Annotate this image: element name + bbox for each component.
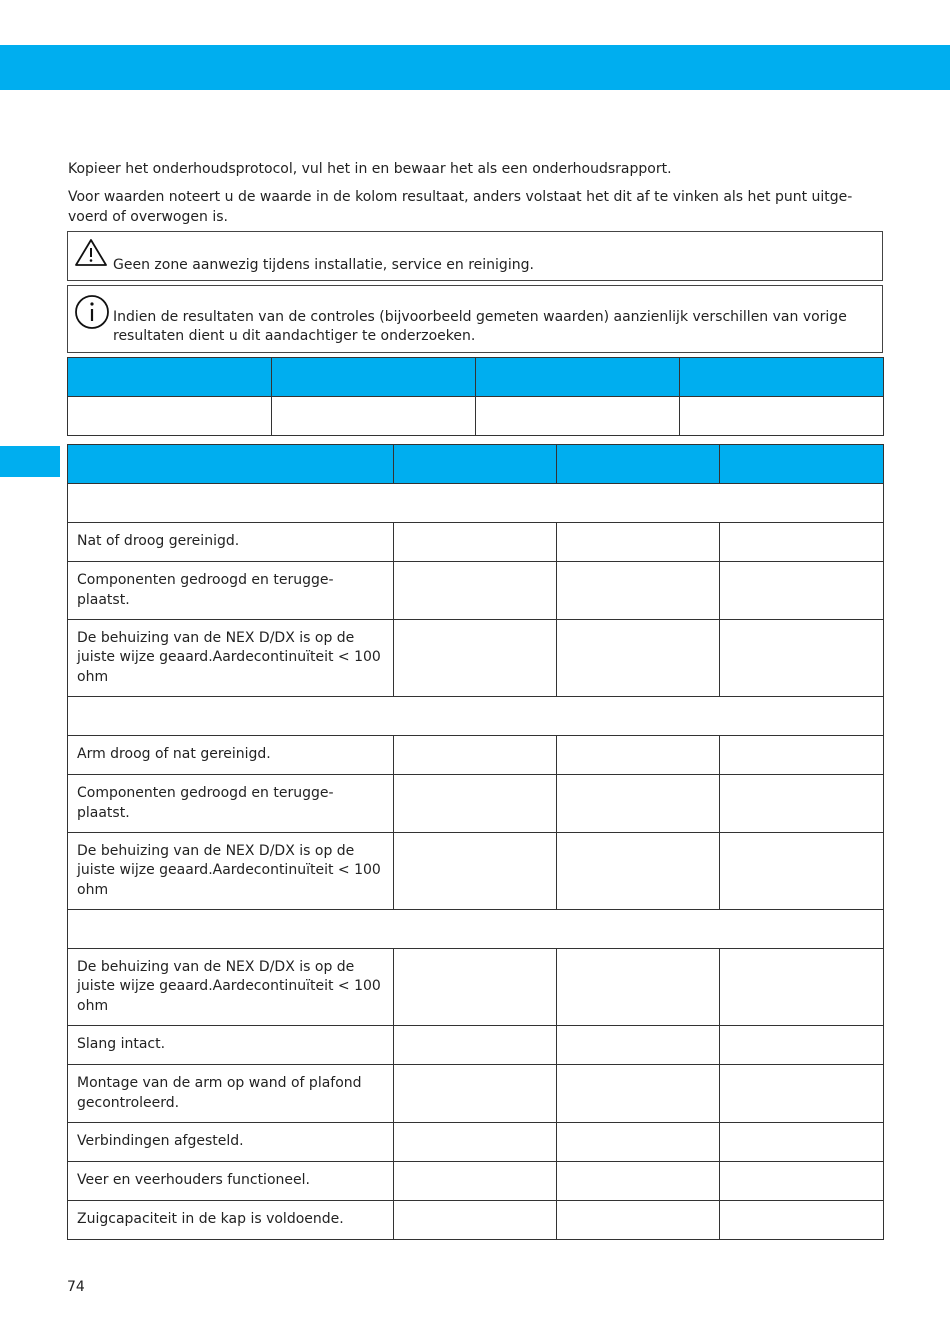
result-cell[interactable]: [720, 949, 884, 1026]
result-cell[interactable]: [720, 775, 884, 833]
result-cell[interactable]: [394, 1026, 557, 1065]
section-cell: [68, 484, 884, 523]
page-number: 74: [67, 1279, 85, 1295]
record-entry-cell[interactable]: [680, 397, 884, 436]
checklist-item-label: Verbindingen afgesteld.: [68, 1123, 394, 1162]
checklist-row: [68, 1065, 884, 1123]
checklist-row: [68, 736, 884, 775]
checklist-item-label: Arm droog of nat gereinigd.: [68, 736, 394, 775]
checklist-row: [68, 523, 884, 562]
result-cell[interactable]: [394, 1065, 557, 1123]
result-cell[interactable]: [557, 523, 720, 562]
result-cell[interactable]: [720, 562, 884, 620]
checklist-item-label: De behuizing van de NEX D/DX is op de juiste wijze geaard.Aardecontinuïteit < 100 ohm: [68, 620, 394, 697]
checklist-section-row: [68, 910, 884, 949]
checklist-row: [68, 1026, 884, 1065]
result-cell[interactable]: [394, 1123, 557, 1162]
result-cell[interactable]: [394, 833, 557, 910]
result-cell[interactable]: [394, 562, 557, 620]
checklist-row: [68, 1162, 884, 1201]
result-cell[interactable]: [557, 1162, 720, 1201]
checklist-row: [68, 562, 884, 620]
result-cell[interactable]: [720, 1201, 884, 1240]
record-header-cell: [476, 358, 680, 397]
record-header-cell: [680, 358, 884, 397]
info-notice: [67, 285, 883, 353]
section-cell: [68, 697, 884, 736]
result-cell[interactable]: [557, 833, 720, 910]
checklist-item-label: Componenten gedroogd en terugge-plaatst.: [68, 562, 394, 620]
record-header-cell: [272, 358, 476, 397]
maintenance-checklist-table: [67, 444, 884, 1240]
warning-text: Geen zone aanwezig tijdens installatie, service en reiniging.: [113, 257, 534, 273]
result-cell[interactable]: [557, 1123, 720, 1162]
checklist-item-label: Veer en veerhouders functioneel.: [68, 1162, 394, 1201]
checklist-section-row: [68, 697, 884, 736]
result-cell[interactable]: [557, 949, 720, 1026]
record-header-row: [68, 358, 884, 397]
checklist-row: [68, 1123, 884, 1162]
result-cell[interactable]: [557, 620, 720, 697]
result-cell[interactable]: [720, 1065, 884, 1123]
result-cell[interactable]: [394, 1201, 557, 1240]
result-cell[interactable]: [394, 775, 557, 833]
checklist-header-row: [68, 445, 884, 484]
info-text: Indien de resultaten van de controles (bijvoorbeeld gemeten waarden) aanzienlijk verschillen van vorige resultaten dient u dit aandachtiger te onderzoeken.: [113, 309, 847, 344]
checklist-row: [68, 1201, 884, 1240]
checklist-item-label: Nat of droog gereinigd.: [68, 523, 394, 562]
result-cell[interactable]: [557, 1201, 720, 1240]
result-cell[interactable]: [394, 1162, 557, 1201]
result-cell[interactable]: [394, 620, 557, 697]
checklist-item-label: Montage van de arm op wand of plafond gecontroleerd.: [68, 1065, 394, 1123]
result-cell[interactable]: [557, 562, 720, 620]
checklist-item-label: De behuizing van de NEX D/DX is op de juiste wijze geaard.Aardecontinuïteit < 100 ohm: [68, 833, 394, 910]
result-cell[interactable]: [720, 1123, 884, 1162]
checklist-header-cell: [68, 445, 394, 484]
result-cell[interactable]: [720, 736, 884, 775]
checklist-item-label: Slang intact.: [68, 1026, 394, 1065]
info-circle-icon: [74, 294, 110, 334]
intro-paragraph-1: Kopieer het onderhoudsprotocol, vul het in en bewaar het als een onderhoudsrapport.: [68, 161, 672, 177]
section-cell: [68, 910, 884, 949]
record-header-table: [67, 357, 884, 436]
record-entry-cell[interactable]: [68, 397, 272, 436]
checklist-header-cell: [557, 445, 720, 484]
result-cell[interactable]: [720, 833, 884, 910]
result-cell[interactable]: [720, 1026, 884, 1065]
checklist-item-label: De behuizing van de NEX D/DX is op de juiste wijze geaard.Aardecontinuïteit < 100 ohm: [68, 949, 394, 1026]
checklist-item-label: Componenten gedroogd en terugge-plaatst.: [68, 775, 394, 833]
checklist-section-row: [68, 484, 884, 523]
record-header-cell: [68, 358, 272, 397]
result-cell[interactable]: [720, 1162, 884, 1201]
warning-triangle-icon: [74, 238, 108, 272]
header-band: [0, 45, 950, 90]
record-entry-cell[interactable]: [272, 397, 476, 436]
result-cell[interactable]: [720, 620, 884, 697]
result-cell[interactable]: [394, 523, 557, 562]
chapter-tab-marker: [0, 446, 60, 477]
warning-notice: [67, 231, 883, 281]
record-entry-cell[interactable]: [476, 397, 680, 436]
checklist-header-cell: [394, 445, 557, 484]
checklist-row: [68, 775, 884, 833]
result-cell[interactable]: [557, 775, 720, 833]
checklist-header-cell: [720, 445, 884, 484]
intro-paragraph-2: Voor waarden noteert u de waarde in de kolom resultaat, anders volstaat het dit af te vinken als het punt uitge-voerd of overwogen is.: [68, 189, 853, 225]
result-cell[interactable]: [557, 1026, 720, 1065]
record-entry-row: [68, 397, 884, 436]
checklist-row: [68, 949, 884, 1026]
checklist-item-label: Zuigcapaciteit in de kap is voldoende.: [68, 1201, 394, 1240]
checklist-row: [68, 833, 884, 910]
result-cell[interactable]: [557, 1065, 720, 1123]
result-cell[interactable]: [720, 523, 884, 562]
result-cell[interactable]: [394, 949, 557, 1026]
result-cell[interactable]: [557, 736, 720, 775]
checklist-row: [68, 620, 884, 697]
result-cell[interactable]: [394, 736, 557, 775]
